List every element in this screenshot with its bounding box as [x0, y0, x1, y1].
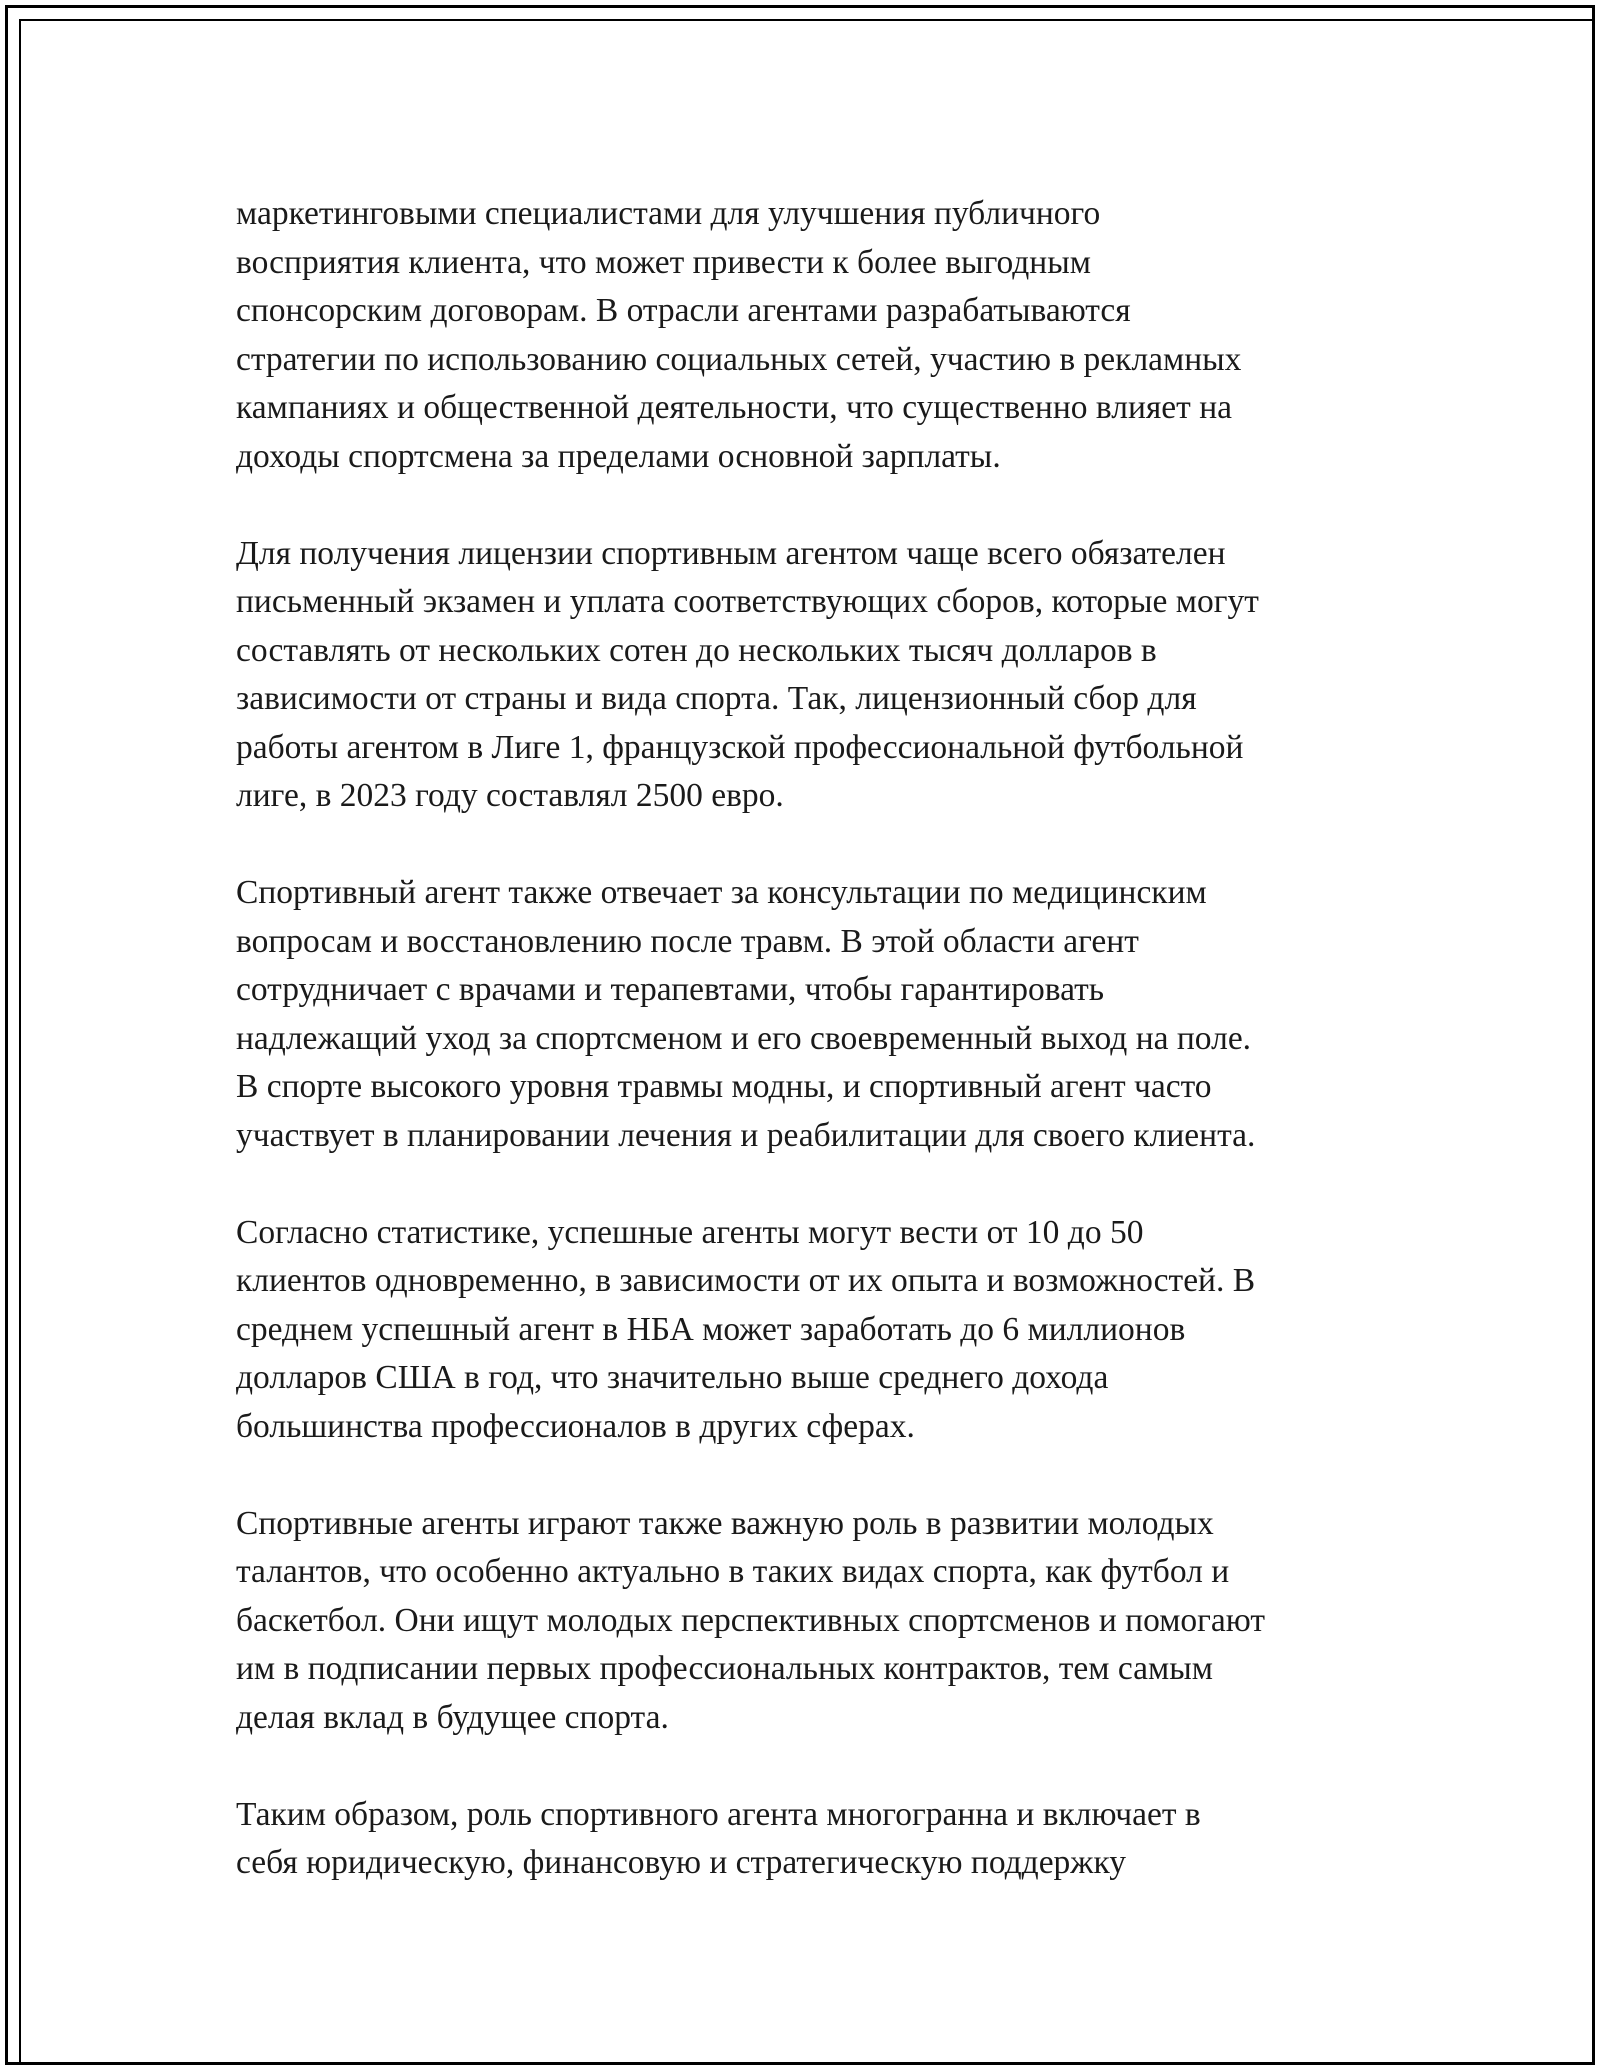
- text-line: делая вклад в будущее спорта.: [236, 1698, 669, 1736]
- paragraph: [236, 190, 1376, 481]
- text-line: надлежащий уход за спортсменом и его своевременный выход на поле.: [236, 1019, 1252, 1057]
- text-line: лиге, в 2023 году составлял 2500 евро.: [236, 777, 784, 814]
- text-line: долларов США в год, что значительно выше среднего дохода: [236, 1359, 1109, 1396]
- text-line: участвует в планировании лечения и реабилитации для своего клиента.: [236, 1116, 1256, 1154]
- paragraph: [236, 869, 1376, 1160]
- text-line: составлять от нескольких сотен до нескольких тысяч долларов в: [236, 631, 1157, 669]
- text-line: им в подписании первых профессиональных контрактов, тем самым: [236, 1650, 1213, 1687]
- text-line: Спортивные агенты играют также важную роль в развитии молодых: [236, 1504, 1214, 1542]
- paragraph: [236, 1791, 1376, 1888]
- text-line: зависимости от страны и вида спорта. Так, лицензионный сбор для: [236, 680, 1197, 717]
- text-line: доходы спортсмена за пределами основной зарплаты.: [236, 437, 1001, 475]
- text-line: В спорте высокого уровня травмы модны, и спортивный агент часто: [236, 1068, 1212, 1105]
- text-line: себя юридическую, финансовую и стратегическую поддержку: [236, 1844, 1127, 1881]
- text-line: Для получения лицензии спортивным агентом чаще всего обязателен: [236, 534, 1226, 572]
- text-line: Таким образом, роль спортивного агента многогранна и включает в: [236, 1795, 1201, 1833]
- text-line: спонсорским договорам. В отрасли агентами разрабатываются: [236, 292, 1131, 329]
- text-line: клиентов одновременно, в зависимости от их опыта и возможностей. В: [236, 1262, 1256, 1299]
- paragraph: [236, 530, 1376, 821]
- text-line: баскетбол. Они ищут молодых перспективных спортсменов и помогают: [236, 1601, 1265, 1639]
- text-line: восприятия клиента, что может привести к более выгодным: [236, 243, 1091, 281]
- paragraph: [236, 1500, 1376, 1743]
- text-line: сотрудничает с врачами и терапевтами, чтобы гарантировать: [236, 971, 1105, 1008]
- text-line: Спортивный агент также отвечает за консультации по медицинским: [236, 874, 1207, 911]
- text-line: кампаниях и общественной деятельности, что существенно влияет на: [236, 389, 1232, 426]
- text-line: Согласно статистике, успешные агенты могут вести от 10 до 50: [236, 1213, 1144, 1251]
- text-line: вопросам и восстановлению после травм. В этой области агент: [236, 922, 1139, 960]
- text-line: работы агентом в Лиге 1, французской профессиональной футбольной: [236, 728, 1244, 766]
- text-line: стратегии по использованию социальных сетей, участию в рекламных: [236, 340, 1242, 378]
- text-line: талантов, что особенно актуально в таких видах спорта, как футбол и: [236, 1553, 1230, 1590]
- paragraph: [236, 1209, 1376, 1452]
- document-body: [236, 190, 1376, 1936]
- text-line: большинства профессионалов в других сферах.: [236, 1407, 915, 1445]
- text-line: письменный экзамен и уплата соответствующих сборов, которые могут: [236, 583, 1259, 620]
- text-line: среднем успешный агент в НБА может заработать до 6 миллионов: [236, 1310, 1186, 1348]
- text-line: маркетинговыми специалистами для улучшения публичного: [236, 195, 1101, 232]
